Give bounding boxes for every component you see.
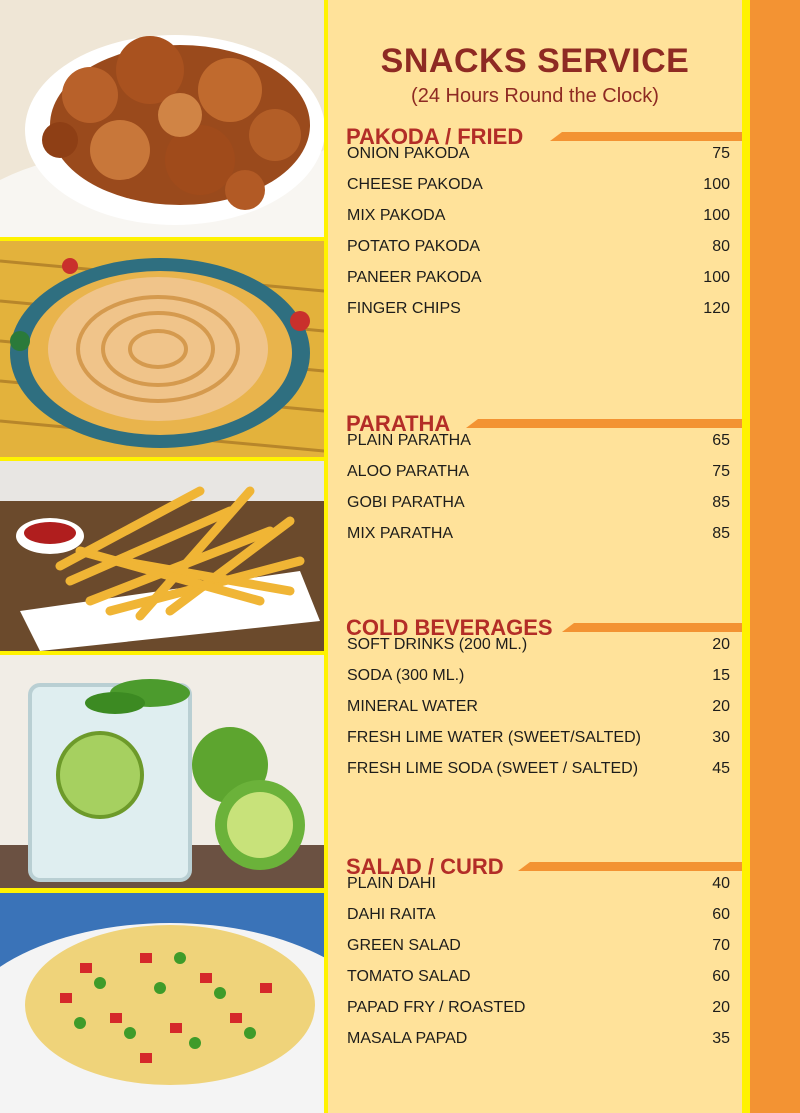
item-price: 120 <box>703 300 730 317</box>
section-title: PAKODA / FRIED <box>346 124 524 149</box>
item-price: 60 <box>712 968 730 985</box>
menu-item <box>346 525 730 556</box>
section-paratha <box>346 411 742 542</box>
menu-item <box>346 999 730 1030</box>
menu-item <box>346 698 730 729</box>
menu-item <box>346 1030 730 1061</box>
item-price: 100 <box>703 207 730 224</box>
item-name: MIX PARATHA <box>347 525 454 542</box>
page-subtitle: (24 Hours Round the Clock) <box>411 85 659 107</box>
menu-item <box>346 300 730 331</box>
menu-item <box>346 760 730 791</box>
item-name: TOMATO SALAD <box>347 968 471 985</box>
item-name: FINGER CHIPS <box>347 300 461 317</box>
item-name: PANEER PAKODA <box>347 269 482 286</box>
item-price: 65 <box>712 432 730 449</box>
section-title: COLD BEVERAGES <box>346 615 553 640</box>
finger-chips-photo <box>0 461 324 651</box>
menu-item <box>346 636 730 667</box>
item-price: 100 <box>703 176 730 193</box>
menu-item <box>346 494 730 525</box>
menu-item <box>346 667 730 698</box>
yellow-stripe <box>742 0 750 1113</box>
masala-papad-photo <box>0 893 324 1113</box>
menu-item <box>346 176 730 207</box>
section-divider-bar <box>550 132 742 141</box>
item-name: PLAIN PARATHA <box>347 432 471 449</box>
item-price: 40 <box>712 875 730 892</box>
item-price: 35 <box>712 1030 730 1047</box>
menu-item <box>346 238 730 269</box>
item-price: 100 <box>703 269 730 286</box>
item-price: 75 <box>712 463 730 480</box>
item-price: 20 <box>712 698 730 715</box>
section-divider-bar <box>518 862 742 871</box>
item-price: 15 <box>712 667 730 684</box>
item-name: POTATO PAKODA <box>347 238 481 255</box>
item-price: 70 <box>712 937 730 954</box>
item-price: 20 <box>712 999 730 1016</box>
menu-item <box>346 463 730 494</box>
page-title: SNACKS SERVICE <box>380 42 690 80</box>
item-price: 30 <box>712 729 730 746</box>
item-name: SODA (300 ML.) <box>347 667 465 684</box>
section-divider-bar <box>466 419 742 428</box>
pakoda-photo <box>0 0 324 237</box>
item-name: DAHI RAITA <box>347 906 436 923</box>
item-price: 60 <box>712 906 730 923</box>
item-name: ONION PAKODA <box>347 145 470 162</box>
item-price: 80 <box>712 238 730 255</box>
item-price: 75 <box>712 145 730 162</box>
paratha-photo <box>0 241 324 457</box>
menu-item <box>346 875 730 906</box>
menu-item <box>346 269 730 300</box>
item-name: ALOO PARATHA <box>347 463 470 480</box>
section-title: SALAD / CURD <box>346 854 504 879</box>
menu-item <box>346 432 730 463</box>
section-pakoda-fried <box>346 124 742 317</box>
photo-column <box>0 0 328 1113</box>
item-name: MASALA PAPAD <box>347 1030 468 1047</box>
item-name: GREEN SALAD <box>347 937 461 954</box>
item-name: GOBI PARATHA <box>347 494 465 511</box>
menu-item <box>346 937 730 968</box>
item-price: 85 <box>712 494 730 511</box>
menu-item <box>346 729 730 760</box>
item-price: 85 <box>712 525 730 542</box>
menu-item <box>346 145 730 176</box>
lime-water-photo <box>0 655 324 888</box>
menu-item <box>346 968 730 999</box>
orange-stripe <box>750 0 800 1113</box>
item-name: PAPAD FRY / ROASTED <box>347 999 526 1016</box>
section-cold-beverages <box>346 615 742 777</box>
item-name: MINERAL WATER <box>347 698 478 715</box>
menu-item <box>346 906 730 937</box>
item-name: CHEESE PAKODA <box>347 176 483 193</box>
item-price: 20 <box>712 636 730 653</box>
item-name: MIX PAKODA <box>347 207 446 224</box>
item-name: FRESH LIME SODA (SWEET / SALTED) <box>347 760 639 777</box>
item-name: FRESH LIME WATER (SWEET/SALTED) <box>347 729 641 746</box>
section-divider-bar <box>562 623 742 632</box>
item-name: PLAIN DAHI <box>347 875 436 892</box>
menu-item <box>346 207 730 238</box>
section-title: PARATHA <box>346 411 451 436</box>
item-name: SOFT DRINKS (200 ML.) <box>347 636 528 653</box>
section-salad-curd <box>346 854 742 1047</box>
item-price: 45 <box>712 760 730 777</box>
